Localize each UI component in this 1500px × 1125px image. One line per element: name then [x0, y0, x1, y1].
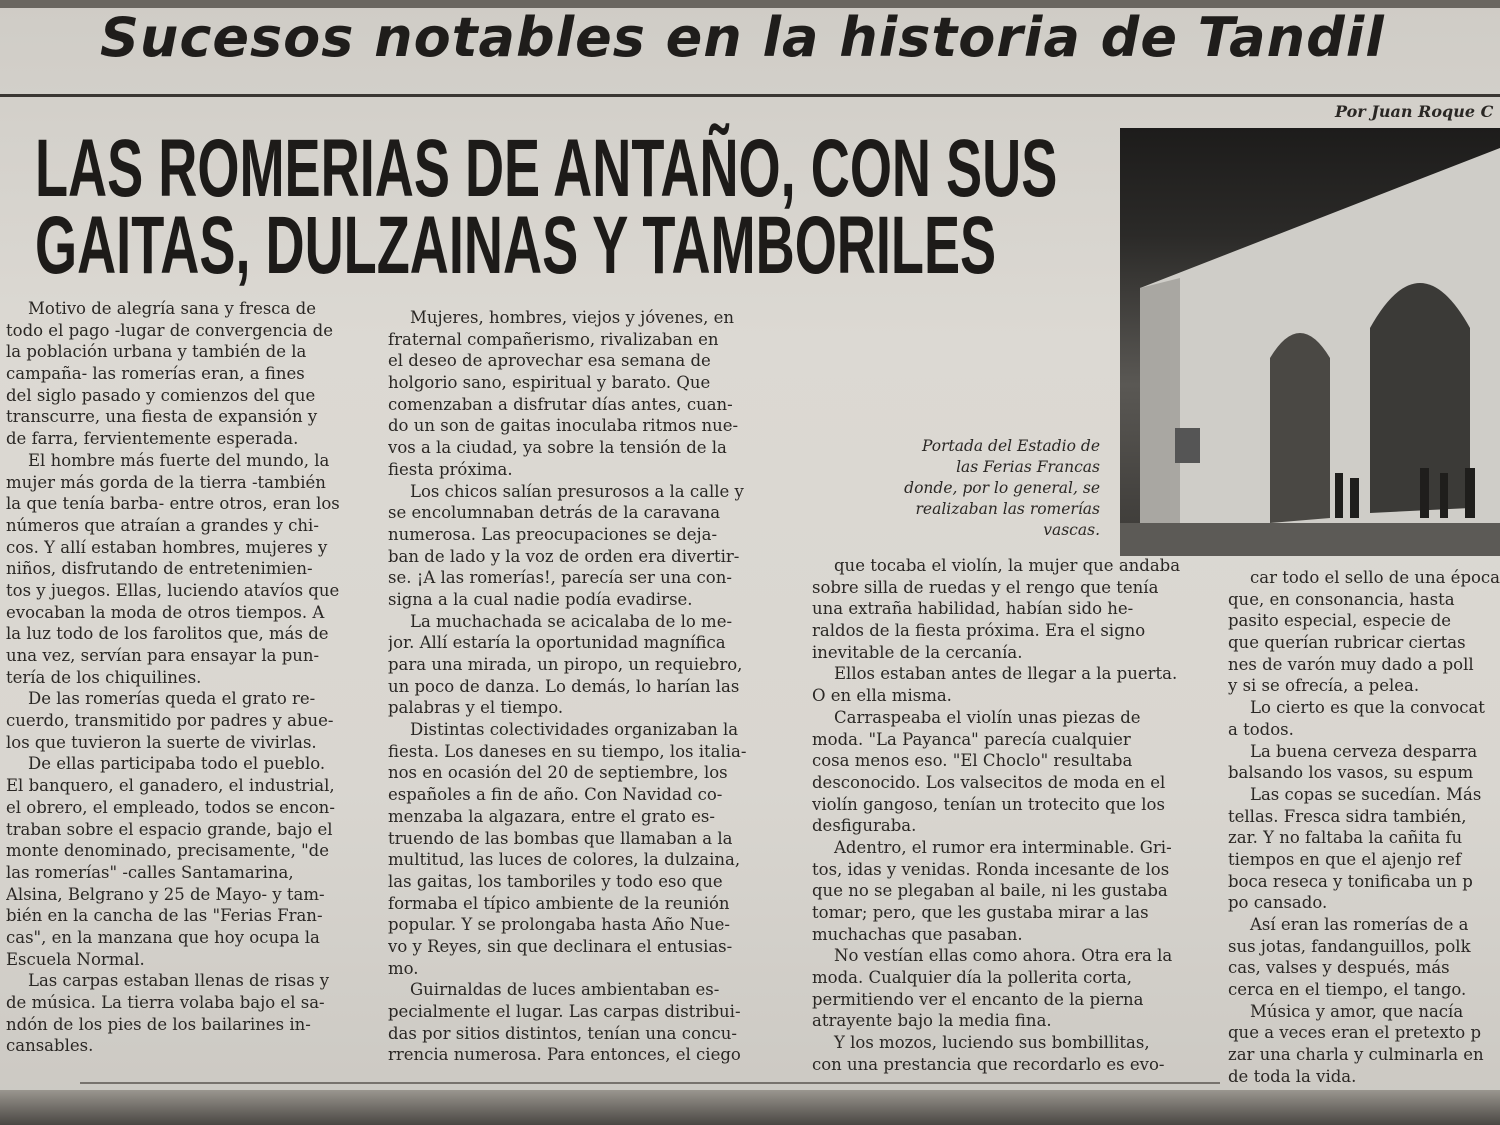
article-text-line: tería de los chiquilines. [6, 667, 202, 687]
article-text-line: Las copas se sucedían. Más [1250, 784, 1482, 804]
caption-line: realizaban las romerías [915, 500, 1100, 518]
article-text-line: nes de varón muy dado a poll [1228, 654, 1474, 674]
article-text-line: formaba el típico ambiente de la reunión [388, 893, 730, 913]
article-text-line: cerca en el tiempo, el tango. [1228, 980, 1467, 1000]
article-text-line: car todo el sello de una época [1250, 568, 1500, 587]
article-text-line: que a veces eran el pretexto p [1228, 1023, 1482, 1043]
caption-line: vascas. [1043, 521, 1100, 539]
article-text-line: boca reseca y tonificaba un p [1228, 871, 1473, 891]
article-text-line: truendo de las bombas que llamaban a la [388, 828, 733, 848]
article-text-line: Ellos estaban antes de llegar a la puerta. [834, 664, 1178, 684]
headline-line-1: LAS ROMERIAS DE ANTAÑO, CON SUS [35, 123, 1058, 214]
article-text-line: Alsina, Belgrano y 25 de Mayo- y tam- [6, 884, 325, 904]
article-text-line: do un son de gaitas inoculaba ritmos nue- [388, 416, 739, 436]
article-text-line: cuerdo, transmitido por padres y abue- [6, 711, 334, 731]
article-text-line: tellas. Fresca sidra también, [1228, 806, 1467, 826]
article-text-line: po cansado. [1228, 893, 1328, 913]
article-text-line: moda. "La Payanca" parecía cualquier [812, 729, 1131, 749]
article-text-line: se. ¡A las romerías!, parecía ser una con- [388, 568, 732, 588]
article-text-line: pecialmente el lugar. Las carpas distribui- [388, 1002, 741, 1021]
article-text-line: del siglo pasado y comienzos del que [6, 385, 316, 405]
article-text-line: nos en ocasión del 20 de septiembre, los [388, 763, 728, 783]
article-text-line: De las romerías queda el grato re- [28, 689, 316, 709]
article-text-line: inevitable de la cercanía. [812, 642, 1023, 662]
article-text-line: se encolumnaban detrás de la caravana [388, 503, 721, 523]
article-text-line: de farra, fervientemente esperada. [6, 429, 299, 449]
article-text-line: O en ella misma. [812, 686, 952, 706]
article-text-line: y si se ofrecía, a pelea. [1228, 676, 1420, 696]
article-text-line: Adentro, el rumor era interminable. Gri- [834, 837, 1172, 857]
article-text-line: Escuela Normal. [6, 949, 145, 969]
article-text-line: fiesta. Los daneses en su tiempo, los italia- [388, 741, 747, 761]
article-text-line: zar. Y no faltaba la cañita fu [1228, 828, 1463, 848]
article-text-line: la luz todo de los farolitos que, más de [6, 624, 329, 644]
article-text-line: Mujeres, hombres, viejos y jóvenes, en [410, 308, 734, 327]
article-text-line: bién en la cancha de las "Ferias Fran- [6, 906, 323, 926]
article-text-line: que tocaba el violín, la mujer que andaba [834, 556, 1181, 575]
article-text-line: cosa menos eso. "El Choclo" resultaba [812, 751, 1133, 771]
article-text-line: jor. Allí estaría la oportunidad magnífica [388, 633, 726, 653]
article-text-line: números que atraían a grandes y chi- [6, 515, 319, 535]
article-text-line: numerosa. Las preocupaciones se deja- [388, 524, 718, 544]
article-text-line: No vestían ellas como ahora. Otra era la [834, 946, 1173, 966]
photo-caption [870, 436, 1100, 541]
article-text-line: monte denominado, precisamente, "de [6, 841, 329, 861]
article-text-line: la población urbana y también de la [6, 342, 307, 362]
article-text-line: multitud, las luces de colores, la dulzaina, [388, 850, 741, 870]
article-text-line: españoles a fin de año. Con Navidad co- [388, 785, 723, 805]
article-text-line: fiesta próxima. [388, 459, 513, 479]
article-text-line: raldos de la fiesta próxima. Era el signo [812, 621, 1146, 641]
article-text-line: muchachas que pasaban. [812, 924, 1023, 944]
caption-line: las Ferias Francas [956, 458, 1100, 476]
article-text-line: fraternal compañerismo, rivalizaban en [388, 329, 719, 349]
article-text-line: que, en consonancia, hasta [1228, 589, 1455, 609]
article-text-line: sobre silla de ruedas y el rengo que tenía [812, 577, 1159, 597]
article-text-line: las gaitas, los tamboriles y todo eso que [388, 871, 723, 891]
page-bottom-edge [0, 1090, 1500, 1125]
article-text-line: menzaba la algazara, entre el grato es- [388, 806, 715, 826]
article-text-line: La muchachada se acicalaba de lo me- [410, 611, 733, 631]
article-text-line: palabras y el tiempo. [388, 698, 564, 718]
article-text-line: balsando los vasos, su espum [1228, 763, 1474, 783]
article-text-line: mujer más gorda de la tierra -también [6, 472, 326, 492]
article-text-line: tomar; pero, que les gustaba mirar a las [812, 903, 1149, 922]
article-text-line: cas", en la manzana que hoy ocupa la [6, 927, 320, 947]
article-text-line: Y los mozos, luciendo sus bombillitas, [834, 1033, 1150, 1053]
article-text-line: a todos. [1228, 719, 1294, 739]
article-text-line: Así eran las romerías de a [1250, 915, 1469, 934]
article-text-line: sus jotas, fandanguillos, polk [1228, 936, 1471, 956]
article-text-line: das por sitios distintos, tenían una concu- [388, 1023, 737, 1043]
article-text-line: Lo cierto es que la convocat [1250, 698, 1485, 718]
article-text-line: El hombre más fuerte del mundo, la [28, 450, 330, 470]
article-text-line: que querían rubricar ciertas [1228, 633, 1466, 653]
article-text-line: Las carpas estaban llenas de risas y [28, 971, 330, 991]
article-text-line: De ellas participaba todo el pueblo. [28, 754, 326, 774]
article-text-line: tiempos en que el ajenjo ref [1228, 849, 1462, 869]
article-text-line: el obrero, el empleado, todos se encon- [6, 797, 335, 817]
article-text-line: de toda la vida. [1228, 1066, 1357, 1086]
headline-line-2: GAITAS, DULZAINAS Y TAMBORILES [35, 200, 997, 291]
article-text-line: de música. La tierra volaba bajo el sa- [6, 993, 325, 1012]
caption-line: Portada del Estadio de [921, 437, 1100, 455]
article-text-line: campaña- las romerías eran, a fines [6, 364, 305, 384]
article-text-line: el deseo de aprovechar esa semana de [388, 351, 711, 371]
article-text-line: mo. [388, 958, 419, 978]
article-text-line: El banquero, el ganadero, el industrial, [6, 776, 335, 796]
article-text-line: las romerías" -calles Santamarina, [6, 862, 294, 882]
article-text-line: para una mirada, un piropo, un requiebro, [388, 655, 743, 674]
divider-rule [0, 94, 1500, 97]
article-text-line: Distintas colectividades organizaban la [410, 720, 739, 740]
article-text-line: Música y amor, que nacía [1250, 1001, 1464, 1021]
article-text-line: la que tenía barba- entre otros, eran los [6, 494, 340, 514]
article-text-line: un poco de danza. Lo demás, lo harían las [388, 676, 740, 696]
article-text-line: Carraspeaba el violín unas piezas de [834, 707, 1141, 727]
article-text-line: holgorio sano, espiritual y barato. Que [388, 373, 711, 393]
article-column-3 [812, 555, 1214, 1076]
article-text-line: con una prestancia que recordarlo es evo- [812, 1054, 1165, 1074]
byline: Por Juan Roque C [1335, 102, 1494, 121]
article-text-line: Los chicos salían presurosos a la calle y [410, 481, 744, 501]
article-text-line: niños, disfrutando de entretenimien- [6, 559, 313, 579]
article-text-line: cos. Y allí estaban hombres, mujeres y [6, 537, 328, 557]
article-text-line: pasito especial, especie de [1228, 611, 1452, 631]
column-bottom-rule [80, 1082, 1220, 1084]
article-text-line: vo y Reyes, sin que declinara el entusias- [388, 936, 733, 956]
article-text-line: cas, valses y después, más [1228, 958, 1450, 978]
article-text-line: rrencia numerosa. Para entonces, el ciego [388, 1045, 741, 1065]
article-text-line: transcurre, una fiesta de expansión y [6, 407, 318, 427]
article-text-line: moda. Cualquier día la pollerita corta, [812, 968, 1132, 988]
article-text-line: todo el pago -lugar de convergencia de [6, 320, 333, 340]
article-text-line: violín gangoso, tenían un trotecito que los [812, 794, 1165, 814]
article-text-line: tos y juegos. Ellas, luciendo atavíos que [6, 580, 340, 600]
article-text-line: los que tuvieron la suerte de vivirlas. [6, 732, 317, 752]
article-text-line: zar una charla y culminarla en [1228, 1045, 1484, 1065]
article-text-line: atrayente bajo la media fina. [812, 1011, 1052, 1031]
article-text-line: signa a la cual nadie podía evadirse. [388, 589, 693, 609]
article-text-line: La buena cerveza desparra [1250, 741, 1478, 761]
article-text-line: permitiendo ver el encanto de la pierna [812, 989, 1144, 1009]
article-text-line: desfiguraba. [812, 816, 917, 836]
article-text-line: que no se plegaban al baile, ni les gustaba [812, 881, 1168, 901]
article-text-line: vos a la ciudad, ya sobre la tensión de la [388, 438, 727, 458]
article-text-line: desconocido. Los valsecitos de moda en el [812, 772, 1166, 792]
article-text-line: cansables. [6, 1036, 94, 1056]
article-text-line: una extraña habilidad, habían sido he- [812, 599, 1134, 619]
article-text-line: tos, idas y venidas. Ronda incesante de los [812, 859, 1170, 879]
article-text-line: traban sobre el espacio grande, bajo el [6, 819, 333, 839]
section-kicker: Sucesos notables en la historia de Tandil [100, 6, 1385, 69]
article-text-line: comenzaban a disfrutar días antes, cuan- [388, 394, 733, 414]
article-text-line: Guirnaldas de luces ambientaban es- [410, 980, 720, 1000]
stadium-photo [1120, 128, 1500, 556]
article-column-2 [388, 307, 800, 1066]
article-text-line: Motivo de alegría sana y fresca de [28, 299, 316, 318]
caption-line: donde, por lo general, se [904, 479, 1100, 497]
article-text-line: evocaban la moda de otros tiempos. A [6, 602, 325, 622]
article-column-1 [6, 298, 372, 1057]
article-column-4 [1228, 567, 1500, 1088]
article-text-line: ban de lado y la voz de orden era divertir- [388, 546, 740, 566]
article-text-line: una vez, servían para ensayar la pun- [6, 646, 320, 665]
stadium-facade-image [1120, 128, 1500, 556]
article-text-line: popular. Y se prolongaba hasta Año Nue- [388, 915, 731, 935]
article-text-line: ndón de los pies de los bailarines in- [6, 1014, 311, 1034]
